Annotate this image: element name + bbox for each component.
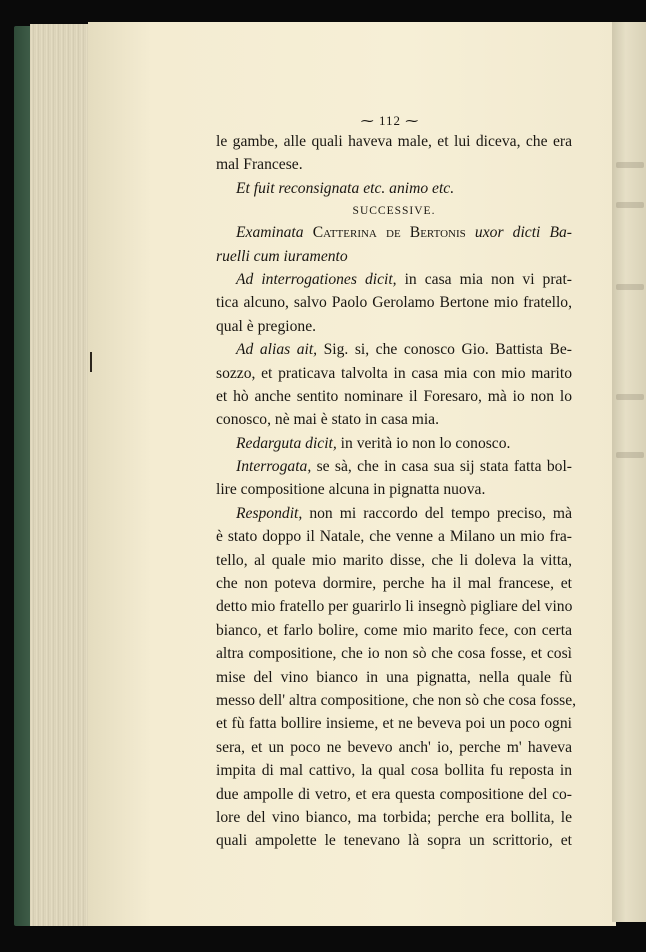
margin-mark xyxy=(90,352,92,372)
text-segment: in verità io non lo conosco. xyxy=(336,434,511,452)
text-segment: bianco, et farlo bolire, come mio marito fece, con certa xyxy=(216,621,572,639)
text-line xyxy=(216,572,572,595)
text-line xyxy=(216,736,572,759)
text-segment: tica alcuno, salvo Paolo Gerolamo Bertone mio fratello, xyxy=(216,294,572,312)
text-segment: lire compositione alcuna in pignatta nuova. xyxy=(216,481,486,499)
text-segment: due ampolle di vetro, et era questa compositione del co- xyxy=(216,785,572,803)
text-segment: sera, et un poco ne bevevo anch' io, perche m' haveva xyxy=(216,738,572,756)
text-line xyxy=(216,315,572,338)
text-segment: Examinata xyxy=(236,224,313,242)
text-segment: le gambe, alle quali haveva male, et lui diceva, che era xyxy=(216,133,572,150)
text-line xyxy=(216,478,572,501)
text-segment: Ad interrogationes dicit, xyxy=(236,270,397,288)
text-lines xyxy=(216,130,577,853)
text-line xyxy=(216,712,572,735)
text-line xyxy=(216,642,572,665)
text-line xyxy=(216,759,572,782)
text-segment: qual è pregione. xyxy=(216,317,317,335)
text-segment: non mi raccordo del tempo preciso, mà xyxy=(302,504,572,522)
text-line xyxy=(216,221,572,244)
text-segment: lore del vino bianco, ma torbida; perche era bollita, le xyxy=(216,808,572,826)
text-segment: mise del vino bianco in una pignatta, nella quale fù xyxy=(216,668,572,686)
text-segment: Interrogata, xyxy=(236,458,312,476)
text-line xyxy=(216,177,572,200)
text-segment: ruelli cum iuramento xyxy=(216,247,348,265)
text-line xyxy=(216,291,572,314)
text-line xyxy=(216,130,572,153)
text-segment: Ad alias ait, xyxy=(236,341,318,359)
page-text xyxy=(216,112,577,853)
text-segment: in casa mia non vi prat- xyxy=(396,270,572,288)
facing-page-edge xyxy=(612,22,646,922)
text-line xyxy=(216,408,572,431)
ornament-left: ⁓ xyxy=(360,113,379,128)
text-line xyxy=(216,362,572,385)
text-line xyxy=(216,829,572,852)
text-segment: detto mio fratello per guarirlo li insegnò pigliare del vino xyxy=(216,598,573,616)
ornament-right: ⁓ xyxy=(401,113,420,128)
text-segment: che non poteva dormire, perche ha il mal francese, et xyxy=(216,575,572,593)
text-line xyxy=(216,153,572,176)
text-line xyxy=(216,666,572,689)
text-segment: Redarguta dicit, xyxy=(236,434,337,452)
section-heading: SUCCESSIVE. xyxy=(352,205,436,218)
text-line xyxy=(216,502,572,525)
text-line xyxy=(216,525,572,548)
text-line xyxy=(216,595,572,618)
text-line xyxy=(216,245,572,268)
text-segment: impita di mal cattivo, la qual cosa bollita fu reposta in xyxy=(216,762,572,780)
text-segment: Catterina de Bertonis xyxy=(312,224,466,242)
page-number: ⁓ 112 ⁓ xyxy=(360,113,420,128)
text-line xyxy=(216,549,572,572)
text-line xyxy=(216,338,572,361)
text-segment: et fù fatta bollire insieme, et ne beveva poi un poco ogni xyxy=(216,715,572,733)
text-segment: altra compositione, che io non sò che cosa fosse, et così xyxy=(216,645,572,663)
text-line xyxy=(216,689,577,712)
text-segment: se sà, che in casa sua sij stata fatta bol- xyxy=(311,458,572,476)
text-line xyxy=(216,783,572,806)
text-segment: et hò anche sentito nominare il Foresaro, mà io non lo xyxy=(216,387,572,405)
text-segment: mal Francese. xyxy=(216,156,303,174)
text-segment: Sig. si, che conosco Gio. Battista Be- xyxy=(317,341,572,359)
text-segment: sozzo, et praticava talvolta in casa mia con mio marito xyxy=(216,364,572,382)
text-line xyxy=(216,432,572,455)
text-line xyxy=(216,806,572,829)
text-line xyxy=(216,268,572,291)
text-segment: quali ampolette le tenevano là sopra un scrittorio, et xyxy=(216,832,572,850)
text-segment: conosco, nè mai è stato in casa mia. xyxy=(216,411,440,429)
text-segment: tello, al quale mio marito disse, che li doleva la vitta, xyxy=(216,551,572,569)
text-segment: messo dell' altra compositione, che non sò che cosa fosse, xyxy=(216,691,577,709)
text-segment: Et fuit reconsignata etc. animo etc. xyxy=(236,179,455,197)
text-segment: Respondit, xyxy=(236,504,303,522)
text-segment: uxor dicti Ba- xyxy=(465,224,573,242)
text-line xyxy=(216,455,572,478)
text-line xyxy=(216,619,572,642)
text-line xyxy=(216,385,572,408)
text-segment: è stato doppo il Natale, che venne a Milano un mio fra- xyxy=(216,528,572,546)
